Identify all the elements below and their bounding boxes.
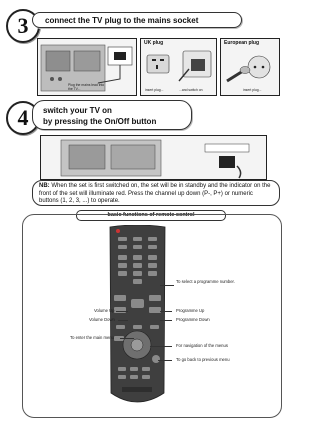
label-navigation: For navigation of the menus <box>176 343 228 348</box>
uk-plug-panel <box>140 38 217 96</box>
label-programme-down: Programme Down <box>176 317 210 322</box>
leader-select-programme <box>160 285 174 286</box>
uk-caption-insert: insert plug... <box>145 88 164 92</box>
label-programme-up: Programme Up <box>176 308 205 313</box>
european-plug-panel <box>220 38 280 96</box>
step-3-title: connect the TV plug to the mains socket <box>32 12 242 28</box>
step-4-title-line-2: by pressing the On/Off button <box>43 117 157 126</box>
leader-previous-menu <box>158 360 172 361</box>
uk-caption-switch: ...and switch on <box>179 88 203 92</box>
note-text <box>39 183 273 206</box>
note-label: NB: <box>39 183 50 189</box>
label-volume-down: Volume Down <box>89 317 115 322</box>
european-plug-title: European plug <box>224 40 259 46</box>
uk-plug-illustration <box>141 47 216 87</box>
label-volume-up: Volume Up <box>94 308 115 313</box>
eu-caption: insert plug... <box>243 88 262 92</box>
label-main-menu: To enter the main menu <box>70 335 114 340</box>
step-4-number: 4 <box>17 105 29 130</box>
note-body: When the set is first switched on, the set will be in standby and the indicator on the front of the set will illuminate red. Press the channel up down (P-, P+) or numeric buttons (1, 2, 3, ...) to operate. <box>39 183 271 205</box>
step-3-number: 3 <box>17 13 29 38</box>
leader-volume-up <box>116 311 128 312</box>
label-select-programme: To select a programme number. <box>176 279 235 284</box>
tv-power-illustration <box>41 136 266 179</box>
tv-power-panel <box>40 135 267 180</box>
remote-heading: basic functions of remote control <box>76 210 226 221</box>
leader-volume-down <box>118 320 128 321</box>
tv-rear-panel <box>37 38 137 96</box>
leader-main-menu <box>120 338 134 339</box>
uk-plug-title: UK plug <box>144 40 164 46</box>
leader-programme-up <box>160 311 172 312</box>
step-4-title-line-1: switch your TV on <box>43 106 112 115</box>
european-plug-illustration <box>221 51 279 87</box>
note-box <box>32 180 280 206</box>
leader-navigation <box>150 346 172 347</box>
label-previous-menu: To go back to previous menu <box>176 357 230 362</box>
rear-caption: Plug the mains lead into the TV... <box>68 83 105 91</box>
leader-programme-down <box>160 320 172 321</box>
step-4-title <box>32 100 192 130</box>
